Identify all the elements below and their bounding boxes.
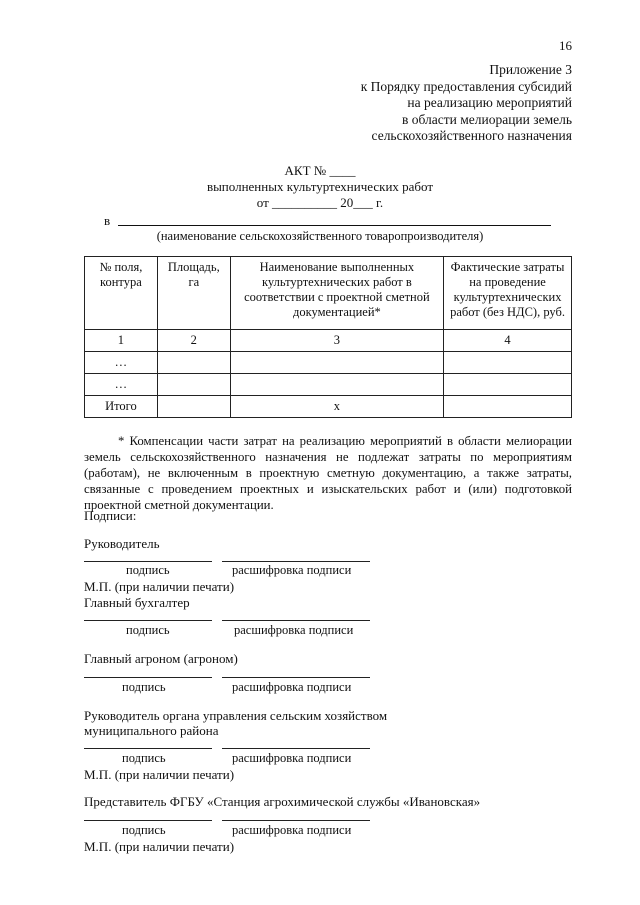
decoding-line	[222, 820, 370, 821]
table-row	[85, 374, 572, 396]
appendix-header	[361, 62, 572, 145]
decoding-caption: расшифровка подписи	[234, 623, 354, 637]
stamp-note: М.П. (при наличии печати)	[84, 839, 235, 854]
appendix-line: в области мелиорации земель	[401, 111, 572, 127]
table-total-row	[85, 396, 572, 418]
table-cell: 3	[230, 330, 443, 352]
signature-line	[84, 561, 212, 562]
table-cell: 4	[444, 330, 572, 352]
page-number: 16	[559, 38, 572, 53]
table-cell: …	[85, 352, 158, 374]
signature-caption: подпись	[122, 680, 166, 694]
table-row	[85, 330, 572, 352]
table-cell	[157, 396, 230, 418]
role-chief-agronomist: Главный агроном (агроном)	[84, 651, 238, 666]
decoding-caption: расшифровка подписи	[232, 680, 352, 694]
signature-line	[84, 748, 212, 749]
decoding-caption: расшифровка подписи	[232, 751, 352, 765]
table-cell: Итого	[85, 396, 158, 418]
table-header-row	[85, 257, 572, 330]
table-cell	[157, 374, 230, 396]
works-table	[84, 256, 572, 418]
decoding-caption: расшифровка подписи	[232, 563, 352, 577]
header-actual-costs: Фактические затраты на проведение культуртехнических работ (без НДС), руб.	[444, 257, 572, 330]
signatures-label: Подписи:	[84, 508, 137, 523]
signature-caption: подпись	[122, 823, 166, 837]
header-work-name: Наименование выполненных культуртехнических работ в соответствии с проектной сметной документацией*	[230, 257, 443, 330]
signature-caption: подпись	[126, 563, 170, 577]
table-cell	[444, 396, 572, 418]
act-heading	[0, 163, 640, 211]
act-title: АКТ № ____	[284, 163, 356, 178]
header-field-number: № поля, контура	[85, 257, 158, 330]
signature-line	[84, 620, 212, 621]
role-municipal-head: Руководитель органа управления сельским хозяйством	[84, 708, 388, 723]
table-cell: …	[85, 374, 158, 396]
appendix-line: сельскохозяйственного назначения	[371, 128, 572, 143]
decoding-line	[222, 748, 370, 749]
stamp-note: М.П. (при наличии печати)	[84, 767, 235, 782]
role-head: Руководитель	[84, 536, 160, 551]
decoding-line	[222, 677, 370, 678]
appendix-line: Приложение 3	[489, 62, 572, 77]
signature-caption: подпись	[122, 751, 166, 765]
signature-line	[84, 677, 212, 678]
table-cell: 2	[157, 330, 230, 352]
table-cell: 1	[85, 330, 158, 352]
role-chief-accountant: Главный бухгалтер	[84, 595, 190, 610]
role-municipal-head-line2: муниципального района	[84, 723, 219, 738]
appendix-line: к Порядку предоставления субсидий	[360, 78, 572, 94]
decoding-line	[222, 620, 370, 621]
table-cell	[157, 352, 230, 374]
in-label: в	[104, 213, 111, 228]
producer-name-line	[118, 225, 551, 226]
table-cell	[230, 374, 443, 396]
table-row	[85, 352, 572, 374]
decoding-caption: расшифровка подписи	[232, 823, 352, 837]
role-representative: Представитель ФГБУ «Станция агрохимической службы «Ивановская»	[84, 794, 481, 809]
act-date-line: от __________ 20___ г.	[256, 195, 384, 210]
stamp-note: М.П. (при наличии печати)	[84, 579, 235, 594]
act-subtitle: выполненных культуртехнических работ	[206, 179, 434, 194]
footnote: * Компенсации части затрат на реализацию мероприятий в области мелиорации земель сельскохозяйственного назначения не подлежат затраты по мероприятиям (работам), не включенным в проектную сметную документацию, а также затраты, связанные с проведением проектных и изыскательских работ и (или) подготовкой проектной сметной документации.	[84, 434, 572, 512]
header-area: Площадь, га	[157, 257, 230, 330]
decoding-line	[222, 561, 370, 562]
table-cell: х	[230, 396, 443, 418]
signature-caption: подпись	[126, 623, 170, 637]
signature-line	[84, 820, 212, 821]
table-cell	[444, 352, 572, 374]
producer-caption: (наименование сельскохозяйственного товаропроизводителя)	[156, 229, 484, 243]
table-cell	[444, 374, 572, 396]
appendix-line: на реализацию мероприятий	[407, 95, 572, 110]
table-cell	[230, 352, 443, 374]
